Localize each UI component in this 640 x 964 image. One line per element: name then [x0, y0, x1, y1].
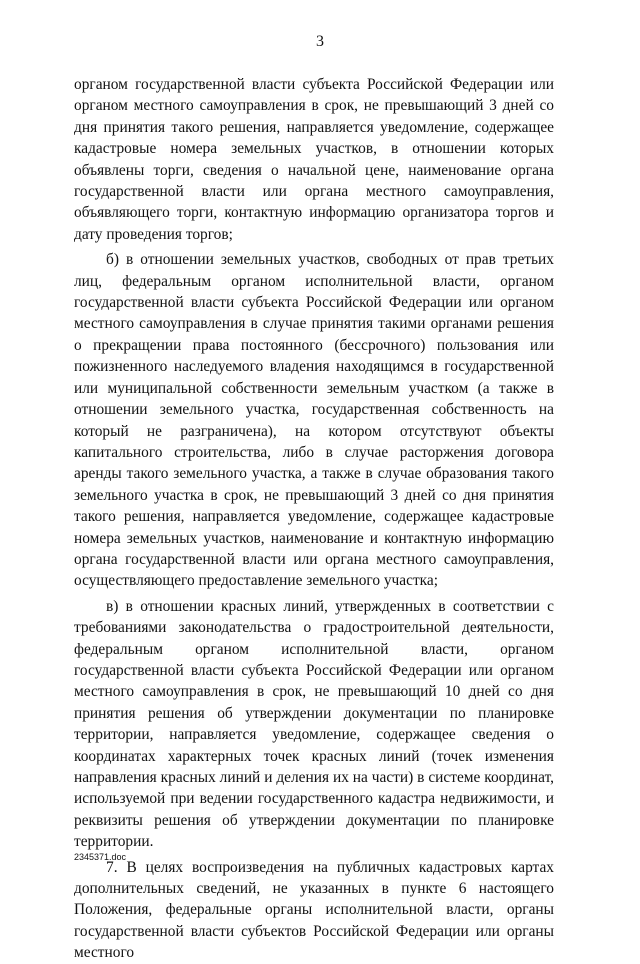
paragraph-clause-7: 7. В целях воспроизведения на публичных кадастровых картах дополнительных сведений, не указанных в пункте 6 настоящего Положения, федеральные органы исполнительной власти, органы государственной власти субъектов Российской Федерации или органы местного	[74, 858, 554, 962]
page-number: 3	[316, 33, 324, 50]
document-body	[74, 74, 554, 964]
paragraph-item-v: в) в отношении красных линий, утвержденных в соответствии с требованиями законодательства о градостроительной деятельности, федеральным органом исполнительной власти, органом государственной власти субъекта Российской Федерации или органом местного самоуправления в срок, не превышающий 10 дней со дня принятия решения об утверждении документации по планировке территории, направляется уведомление, содержащее сведения о координатах характерных точек красных линий (точек изменения направления красных линий и деления их на части) в системе координат, используемой при ведении государственного кадастра недвижимости, и реквизиты решения об утверждении документации по планировке территории.	[74, 597, 554, 851]
footer-file-name: 2345371.doc	[74, 852, 127, 862]
paragraph-continuation: органом государственной власти субъекта Российской Федерации или органом местного самоуправления в срок, не превышающий 3 дней со дня принятия такого решения, направляется уведомление, содержащее кадастровые номера земельных участков, в отношении которых объявлены торги, сведения о начальной цене, наименование органа государственной власти или органа местного самоуправления, объявляющего торги, контактную информацию организатора торгов и дату проведения торгов;	[74, 76, 554, 243]
paragraph-item-b: б) в отношении земельных участков, свободных от прав третьих лиц, федеральным органом исполнительной власти, органом государственной власти субъекта Российской Федерации или органом местного самоуправления в случае принятия такими органами решения о прекращении права постоянного (бессрочного) пользования или пожизненного наследуемого владения находящимся в государственной или муниципальной собственности земельным участком (а также в отношении земельного участка, государственная собственность на который не разграничена), на котором отсутствуют объекты капитального строительства, либо в случае расторжения договора аренды такого земельного участка, а также в случае образования такого земельного участка в срок, не превышающий 3 дней со дня принятия такого решения, направляется уведомление, содержащее кадастровые номера земельных участков, наименование и контактную информацию органа государственной власти или органа местного самоуправления, осуществляющего предоставление земельного участка;	[74, 251, 554, 590]
